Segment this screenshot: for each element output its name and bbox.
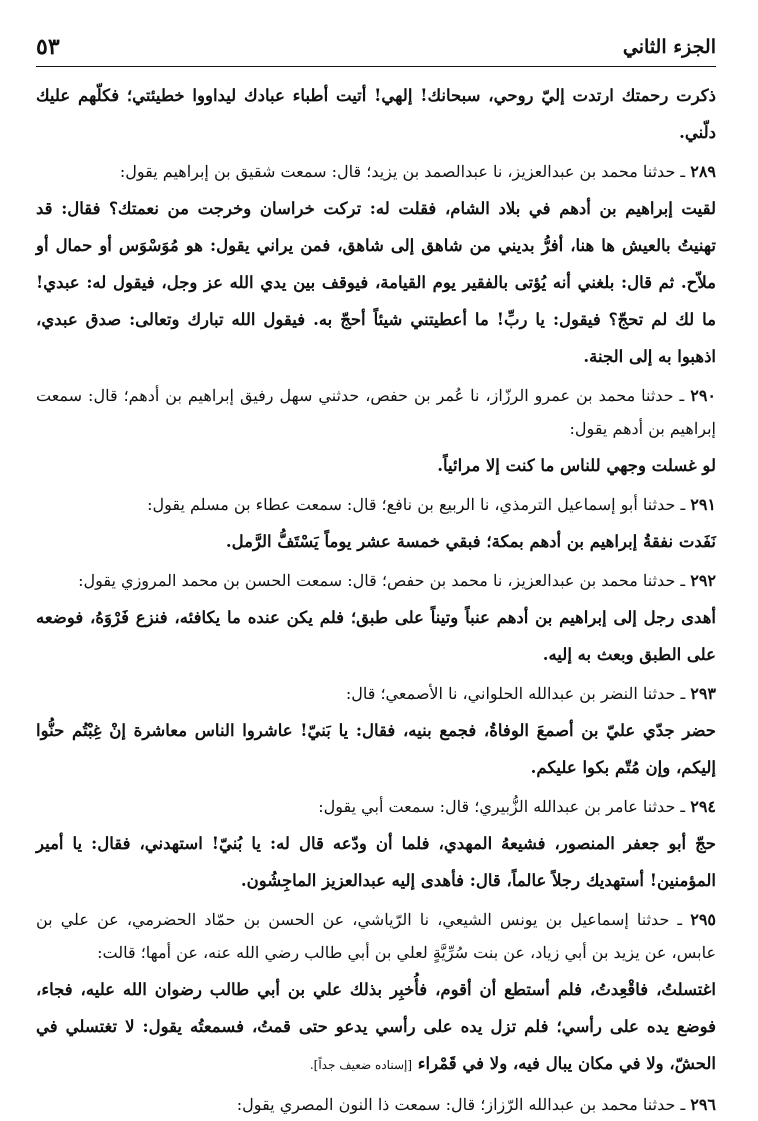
hadith-number: ٢٩٠ (690, 386, 717, 405)
hadith-isnad: ٢٩٣ ـ حدثنا النضر بن عبدالله الحلواني، نا الأصمعي؛ قال: (345, 684, 716, 703)
hadith-isnad: ٢٩٢ ـ حدثنا محمد بن عبدالعزيز، نا محمد بن حفص؛ قال: سمعت الحسن بن محمد المروزي يقول: (78, 571, 716, 590)
hadith-isnad: ٢٩٦ ـ حدثنا محمد بن عبدالله الرّزاز؛ قال: سمعت ذا النون المصري يقول: (236, 1095, 716, 1114)
hadith-number: ٢٩٢ (690, 571, 716, 590)
hadith-number: ٢٩٤ (690, 797, 716, 816)
page-number: ٥٣ (36, 34, 60, 60)
hadith-number: ٢٩٦ (690, 1095, 716, 1114)
grading-note: [إسناده ضعيف جداً]. (309, 1058, 413, 1072)
hadith-isnad: ٢٩١ ـ حدثنا أبو إسماعيل الترمذي، نا الربيع بن نافع؛ قال: سمعت عطاء بن مسلم يقول: (147, 495, 716, 514)
text-paragraph: ذكرت رحمتك ارتدت إليّ روحي، سبحانك! إلهي! أتيت أطباء عبادك ليداووا خطيئتي؛ فكلّهم عليك دلّني. (36, 86, 716, 142)
text-paragraph: لو غسلت وجهي للناس ما كنت إلا مرائياً. (437, 456, 716, 475)
text-paragraph: حضر جدّي عليّ بن أصمعَ الوفاةُ، فجمع بنيه، فقال: يا بَنيّ! عاشروا الناس معاشرة إنْ غِبْتُم حنُّوا إليكم، وإن مُتّم بكوا عليكم. (36, 721, 716, 777)
hadith-number: ٢٨٩ (690, 162, 716, 181)
hadith-isnad: ٢٩٠ ـ حدثنا محمد بن عمرو الرزّاز، نا عُمر بن حفص، حدثني سهل رفيق إبراهيم بن أدهم؛ قال: سمعت إبراهيم بن أدهم يقول: (36, 386, 717, 438)
volume-title: الجزء الثاني (622, 36, 716, 58)
hadith-isnad: ٢٩٥ ـ حدثنا إسماعيل بن يونس الشيعي، نا الرّياشي، عن الحسن بن حمّاد الحضرمي، عن علي بن عابس، عن يزيد بن أبي زياد، عن بنت سُرِّيَّةٍ لعلي بن أبي طالب رضي الله عنه، عن أمها؛ قالت: (36, 910, 716, 962)
hadith-isnad: ٢٨٩ ـ حدثنا محمد بن عبدالعزيز، نا عبدالصمد بن يزيد؛ قال: سمعت شقيق بن إبراهيم يقول: (119, 162, 716, 181)
text-paragraph: أهدى رجل إلى إبراهيم بن أدهم عنباً وتيناً على طبق؛ فلم يكن عنده ما يكافئه، فنزع فَرْوَهُ، فوضعه على الطبق وبعث به إليه. (36, 608, 716, 664)
text-paragraph: حجّ أبو جعفر المنصور، فشيعهُ المهدي، فلما أن ودّعه قال له: يا بُنيّ! استهدني، فقال: يا أمير المؤمنين! أستهديك رجلاً عالماً، قال: فأهدى إليه عبدالعزيز الماجِشُون. (36, 834, 716, 890)
text-paragraph: اغتسلتُ، فاقْعِدتُ، فلم أستطع أن أقوم، فأُخبِر بذلك علي بن أبي طالب رضوان الله عليه، فجاء، فوضع يده على رأسي؛ فلم تزل يده على رأسي يدعو حتى قمتُ، فسمعتُه يقول: لا تغتسلي في الحشّ، ولا في مكان يبال فيه، ولا في قَمْراء [إسناده ضعيف جداً]. (36, 980, 716, 1073)
page-body (36, 77, 716, 1121)
hadith-isnad: ٢٩٤ ـ حدثنا عامر بن عبدالله الزُّبيري؛ قال: سمعت أبي يقول: (318, 797, 716, 816)
text-paragraph: لقيت إبراهيم بن أدهم في بلاد الشام، فقلت له: تركت خراسان وخرجت من نعمتك؟ فقال: قد تهنيتُ بالعيش ها هنا، أفرُّ بديني من شاهق إلى شاهق، فمن يراني يقول: هو مُوَسْوَس أو حمال أو ملاّح. ثم قال: بلغني أنه يُؤتى بالفقير يوم القيامة، فيوقف بين يدي الله عز وجل، فيقول له: عبدي! ما لك لم تحجّ؟ فيقول: يا ربِّ! ما أعطيتني شيئاً أحجّ به. فيقول الله تبارك وتعالى: صدق عبدي، اذهبوا به إلى الجنة. (36, 199, 716, 366)
text-paragraph: نَفَدت نفقةُ إبراهيم بن أدهم بمكة؛ فبقي خمسة عشر يوماً يَسْتَفُّ الرَّمل. (225, 532, 716, 551)
header-rule (36, 66, 716, 67)
running-header (36, 26, 716, 62)
hadith-number: ٢٩١ (690, 495, 716, 514)
hadith-number: ٢٩٥ (690, 910, 716, 929)
hadith-number: ٢٩٣ (690, 684, 716, 703)
